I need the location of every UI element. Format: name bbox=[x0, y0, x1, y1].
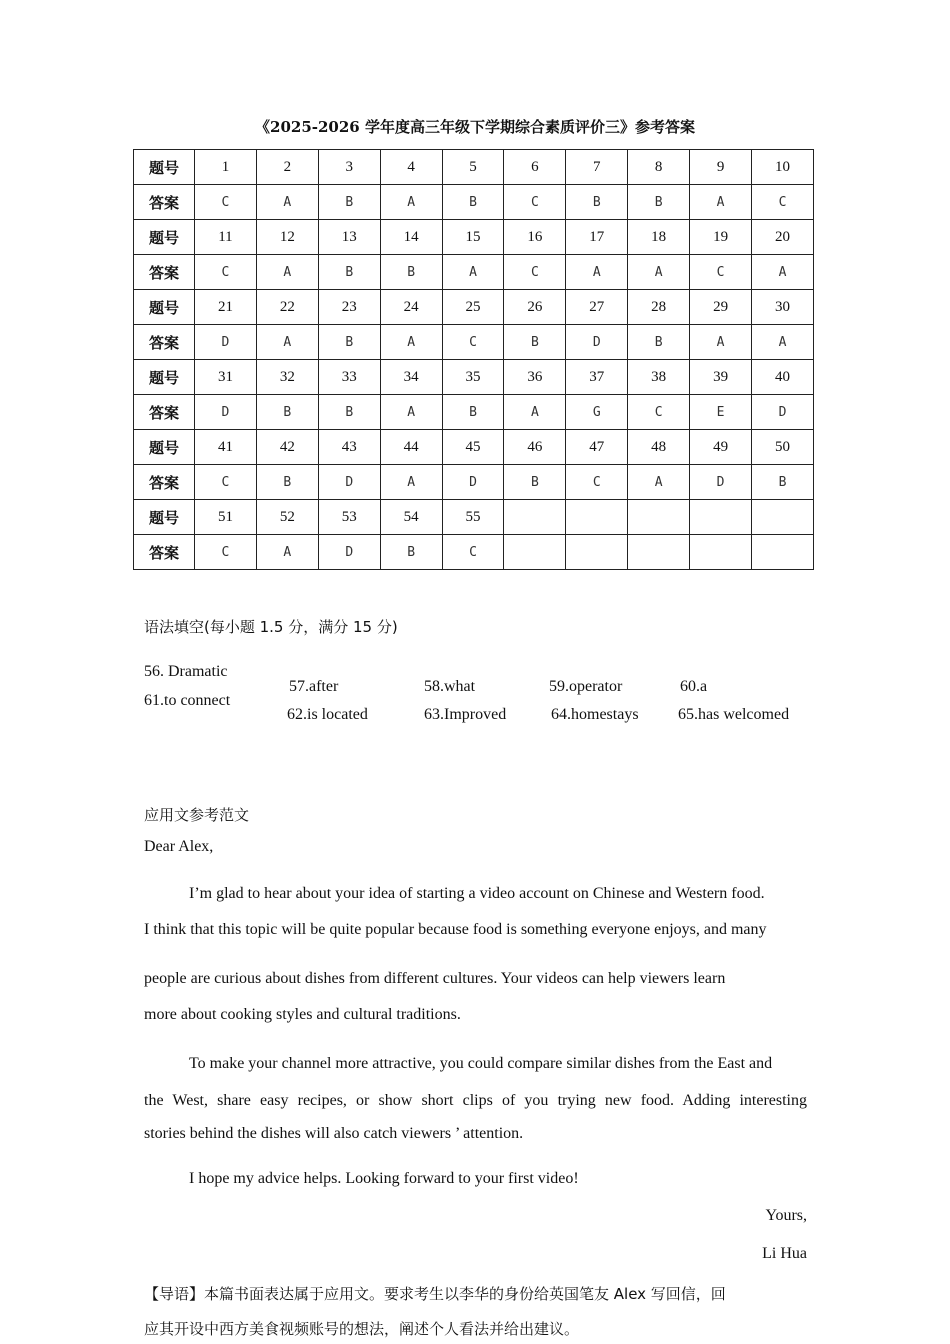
answer-cell: B bbox=[628, 325, 690, 360]
question-number-cell: 19 bbox=[690, 220, 752, 255]
question-number-cell: 6 bbox=[504, 150, 566, 185]
answer-cell: A bbox=[504, 395, 566, 430]
page-title: 《2025-2026 学年度高三年级下学期综合素质评价三》参考答案 bbox=[255, 118, 695, 136]
answer-cell: B bbox=[256, 395, 318, 430]
answer-cell: C bbox=[195, 465, 257, 500]
question-number-cell: 44 bbox=[380, 430, 442, 465]
essay-signature: Li Hua bbox=[762, 1245, 807, 1262]
answer-cell: C bbox=[752, 185, 814, 220]
question-label: 题号 bbox=[134, 150, 195, 185]
question-label: 题号 bbox=[134, 430, 195, 465]
answer-cell: A bbox=[256, 185, 318, 220]
question-number-cell: 29 bbox=[690, 290, 752, 325]
question-number-row bbox=[134, 150, 814, 185]
question-number-cell: 25 bbox=[442, 290, 504, 325]
question-number-cell: 9 bbox=[690, 150, 752, 185]
essay-p1-line3: people are curious about dishes from different cultures. Your videos can help viewers learn bbox=[144, 970, 726, 987]
question-label: 题号 bbox=[134, 500, 195, 535]
grammar-answer-60: 60.a bbox=[680, 678, 708, 695]
question-number-cell: 7 bbox=[566, 150, 628, 185]
question-number-cell bbox=[690, 500, 752, 535]
question-number-cell: 15 bbox=[442, 220, 504, 255]
question-number-cell: 39 bbox=[690, 360, 752, 395]
question-number-cell: 21 bbox=[195, 290, 257, 325]
answer-cell: A bbox=[690, 325, 752, 360]
question-number-cell: 26 bbox=[504, 290, 566, 325]
answer-cell: A bbox=[752, 325, 814, 360]
grammar-answer-57: 57.after bbox=[289, 678, 339, 695]
essay-p1-line4: more about cooking styles and cultural traditions. bbox=[144, 1006, 461, 1023]
question-number-cell: 45 bbox=[442, 430, 504, 465]
essay-greeting: Dear Alex, bbox=[144, 838, 214, 855]
question-number-cell: 11 bbox=[195, 220, 257, 255]
essay-p2-line2: the West, share easy recipes, or show short clips of you trying new food. Adding interesting bbox=[144, 1092, 807, 1109]
answer-label: 答案 bbox=[134, 465, 195, 500]
question-number-cell: 28 bbox=[628, 290, 690, 325]
answer-cell: A bbox=[380, 395, 442, 430]
question-number-cell: 36 bbox=[504, 360, 566, 395]
answer-row bbox=[134, 185, 814, 220]
question-number-cell: 42 bbox=[256, 430, 318, 465]
grammar-answer-59: 59.operator bbox=[549, 678, 623, 695]
answer-cell: E bbox=[690, 395, 752, 430]
question-number-cell: 8 bbox=[628, 150, 690, 185]
question-number-row bbox=[134, 360, 814, 395]
grammar-heading: 语法填空(每小题 1.5 分，满分 15 分) bbox=[144, 618, 398, 636]
question-number-cell: 53 bbox=[318, 500, 380, 535]
grammar-answer-58: 58.what bbox=[424, 678, 476, 695]
question-label: 题号 bbox=[134, 220, 195, 255]
answer-cell: A bbox=[256, 535, 318, 570]
question-number-cell bbox=[628, 500, 690, 535]
guide-line2: 应其开设中西方美食视频账号的想法，阐述个人看法并给出建议。 bbox=[144, 1320, 580, 1338]
answer-cell bbox=[752, 535, 814, 570]
answer-cell: D bbox=[566, 325, 628, 360]
answer-cell: B bbox=[318, 185, 380, 220]
question-number-cell: 16 bbox=[504, 220, 566, 255]
question-number-cell: 34 bbox=[380, 360, 442, 395]
essay-closing: Yours, bbox=[765, 1207, 807, 1224]
answer-row bbox=[134, 535, 814, 570]
grammar-answer-61: 61.to connect bbox=[144, 692, 231, 709]
answer-cell: D bbox=[318, 535, 380, 570]
question-number-cell bbox=[566, 500, 628, 535]
grammar-answer-65: 65.has welcomed bbox=[678, 706, 790, 723]
grammar-answer-63: 63.Improved bbox=[424, 706, 507, 723]
answer-cell: C bbox=[195, 255, 257, 290]
answer-cell: B bbox=[752, 465, 814, 500]
question-number-cell: 31 bbox=[195, 360, 257, 395]
answer-label: 答案 bbox=[134, 185, 195, 220]
answer-cell: C bbox=[690, 255, 752, 290]
essay-p1-line1: I’m glad to hear about your idea of starting a video account on Chinese and Western food. bbox=[189, 885, 765, 902]
answer-cell: C bbox=[566, 465, 628, 500]
question-number-cell: 17 bbox=[566, 220, 628, 255]
answer-cell: A bbox=[380, 325, 442, 360]
answer-cell: B bbox=[504, 465, 566, 500]
question-number-cell: 41 bbox=[195, 430, 257, 465]
answer-table bbox=[133, 149, 814, 570]
answer-cell: C bbox=[195, 535, 257, 570]
answer-row bbox=[134, 395, 814, 430]
question-number-row bbox=[134, 430, 814, 465]
answer-cell: A bbox=[442, 255, 504, 290]
question-number-cell: 55 bbox=[442, 500, 504, 535]
answer-label: 答案 bbox=[134, 395, 195, 430]
question-number-row bbox=[134, 220, 814, 255]
question-number-cell: 22 bbox=[256, 290, 318, 325]
answer-cell: A bbox=[752, 255, 814, 290]
question-number-cell: 23 bbox=[318, 290, 380, 325]
question-number-cell: 35 bbox=[442, 360, 504, 395]
question-number-cell: 14 bbox=[380, 220, 442, 255]
question-number-cell: 27 bbox=[566, 290, 628, 325]
answer-cell bbox=[690, 535, 752, 570]
answer-label: 答案 bbox=[134, 535, 195, 570]
question-number-row bbox=[134, 500, 814, 535]
answer-cell: C bbox=[442, 325, 504, 360]
question-number-cell: 43 bbox=[318, 430, 380, 465]
answer-cell: B bbox=[628, 185, 690, 220]
answer-cell: B bbox=[380, 255, 442, 290]
question-number-cell: 2 bbox=[256, 150, 318, 185]
essay-p2-line1: To make your channel more attractive, you could compare similar dishes from the East and bbox=[189, 1055, 773, 1072]
question-number-cell bbox=[752, 500, 814, 535]
question-number-cell: 33 bbox=[318, 360, 380, 395]
question-label: 题号 bbox=[134, 290, 195, 325]
guide-line1: 【导语】本篇书面表达属于应用文。要求考生以李华的身份给英国笔友 Alex 写回信，回 bbox=[144, 1285, 726, 1303]
question-number-cell: 38 bbox=[628, 360, 690, 395]
question-number-cell: 32 bbox=[256, 360, 318, 395]
question-number-cell: 48 bbox=[628, 430, 690, 465]
question-number-cell: 47 bbox=[566, 430, 628, 465]
answer-cell: D bbox=[752, 395, 814, 430]
answer-cell: A bbox=[566, 255, 628, 290]
question-number-cell: 40 bbox=[752, 360, 814, 395]
question-number-cell: 13 bbox=[318, 220, 380, 255]
question-number-cell: 10 bbox=[752, 150, 814, 185]
answer-cell: D bbox=[195, 395, 257, 430]
answer-cell: B bbox=[318, 325, 380, 360]
question-number-cell: 46 bbox=[504, 430, 566, 465]
question-number-cell: 37 bbox=[566, 360, 628, 395]
answer-row bbox=[134, 465, 814, 500]
answer-cell: A bbox=[628, 465, 690, 500]
question-number-cell bbox=[504, 500, 566, 535]
answer-cell: G bbox=[566, 395, 628, 430]
answer-cell: C bbox=[628, 395, 690, 430]
answer-cell: A bbox=[256, 255, 318, 290]
answer-cell: B bbox=[442, 395, 504, 430]
answer-cell: B bbox=[442, 185, 504, 220]
grammar-answer-62: 62.is located bbox=[287, 706, 368, 723]
grammar-answer-56: 56. Dramatic bbox=[144, 663, 228, 680]
question-number-cell: 1 bbox=[195, 150, 257, 185]
answer-cell: A bbox=[380, 465, 442, 500]
answer-cell bbox=[504, 535, 566, 570]
answer-cell: A bbox=[690, 185, 752, 220]
answer-cell: B bbox=[318, 395, 380, 430]
answer-cell: D bbox=[195, 325, 257, 360]
answer-row bbox=[134, 255, 814, 290]
grammar-answer-64: 64.homestays bbox=[551, 706, 639, 723]
question-number-cell: 18 bbox=[628, 220, 690, 255]
question-number-row bbox=[134, 290, 814, 325]
answer-cell: B bbox=[380, 535, 442, 570]
answer-cell: D bbox=[442, 465, 504, 500]
answer-cell bbox=[566, 535, 628, 570]
question-number-cell: 51 bbox=[195, 500, 257, 535]
answer-cell: C bbox=[195, 185, 257, 220]
answer-cell: B bbox=[566, 185, 628, 220]
question-number-cell: 49 bbox=[690, 430, 752, 465]
essay-p2-line3: stories behind the dishes will also catch viewers ’ attention. bbox=[144, 1125, 524, 1142]
question-number-cell: 52 bbox=[256, 500, 318, 535]
question-number-cell: 54 bbox=[380, 500, 442, 535]
answer-cell: A bbox=[380, 185, 442, 220]
answer-cell: B bbox=[256, 465, 318, 500]
answer-cell: A bbox=[628, 255, 690, 290]
answer-cell: B bbox=[504, 325, 566, 360]
answer-cell: D bbox=[318, 465, 380, 500]
essay-heading: 应用文参考范文 bbox=[144, 806, 250, 824]
answer-cell: A bbox=[256, 325, 318, 360]
answer-cell: D bbox=[690, 465, 752, 500]
answer-label: 答案 bbox=[134, 255, 195, 290]
essay-p1-line2: I think that this topic will be quite popular because food is something everyone enjoys, and many bbox=[144, 921, 767, 938]
answer-cell: B bbox=[318, 255, 380, 290]
question-number-cell: 12 bbox=[256, 220, 318, 255]
essay-p3: I hope my advice helps. Looking forward to your first video! bbox=[189, 1170, 579, 1187]
question-number-cell: 5 bbox=[442, 150, 504, 185]
answer-row bbox=[134, 325, 814, 360]
question-number-cell: 3 bbox=[318, 150, 380, 185]
question-number-cell: 24 bbox=[380, 290, 442, 325]
question-number-cell: 30 bbox=[752, 290, 814, 325]
answer-label: 答案 bbox=[134, 325, 195, 360]
question-number-cell: 20 bbox=[752, 220, 814, 255]
answer-cell bbox=[628, 535, 690, 570]
answer-cell: C bbox=[504, 255, 566, 290]
answer-cell: C bbox=[442, 535, 504, 570]
question-label: 题号 bbox=[134, 360, 195, 395]
question-number-cell: 50 bbox=[752, 430, 814, 465]
answer-cell: C bbox=[504, 185, 566, 220]
question-number-cell: 4 bbox=[380, 150, 442, 185]
